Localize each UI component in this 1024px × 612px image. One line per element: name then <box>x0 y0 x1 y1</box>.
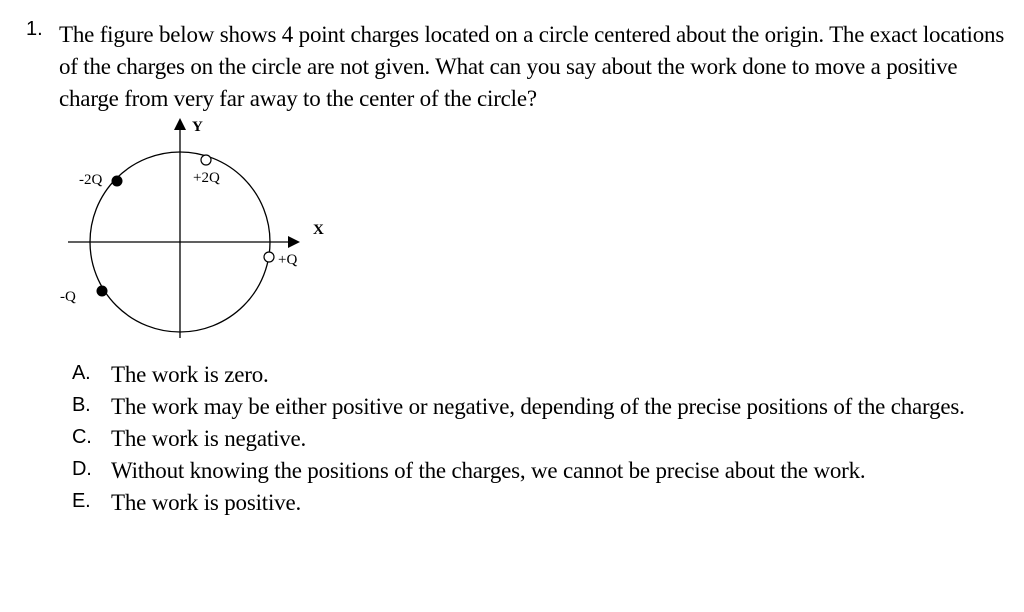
x-axis-arrow <box>288 236 300 248</box>
choice-text: Without knowing the positions of the charges, we cannot be precise about the work. <box>111 458 866 483</box>
choice-letter: B. <box>72 394 91 416</box>
charge-plus-2q-label: +2Q <box>193 170 220 186</box>
choice-text: The work may be either positive or negative, depending of the precise positions of the charges. <box>111 394 965 419</box>
y-axis-label: Y <box>192 119 203 135</box>
question-text: The figure below shows 4 point charges located on a circle centered about the origin. The exact locations of the charges on the circle are not given. What can you say about the work done to move a positive charge from very far away to the center of the circle? <box>59 22 1005 111</box>
choice-b <box>72 391 972 423</box>
choice-letter: A. <box>72 362 91 384</box>
charge-plus-q-label: +Q <box>278 252 298 268</box>
charge-minus-2q-label: -2Q <box>79 172 103 188</box>
answer-choices <box>72 359 972 519</box>
charge-circle-figure <box>50 114 350 344</box>
choice-letter: D. <box>72 458 92 480</box>
choice-text: The work is zero. <box>111 362 269 387</box>
x-axis-label: X <box>313 222 324 238</box>
charge-minus-q-dot <box>97 286 108 297</box>
choice-c <box>72 423 972 455</box>
charge-plus-2q-dot <box>201 155 211 165</box>
choice-letter: C. <box>72 426 92 448</box>
choice-d <box>72 455 911 487</box>
charge-plus-q-dot <box>264 252 274 262</box>
choice-text: The work is positive. <box>111 490 301 515</box>
question-number: 1. <box>26 18 43 40</box>
charge-minus-q-label: -Q <box>60 289 76 305</box>
choice-letter: E. <box>72 490 91 512</box>
charge-minus-2q-dot <box>112 176 123 187</box>
choice-e <box>72 487 972 519</box>
choice-text: The work is negative. <box>111 426 307 451</box>
y-axis-arrow <box>174 118 186 130</box>
choice-a <box>72 359 972 391</box>
